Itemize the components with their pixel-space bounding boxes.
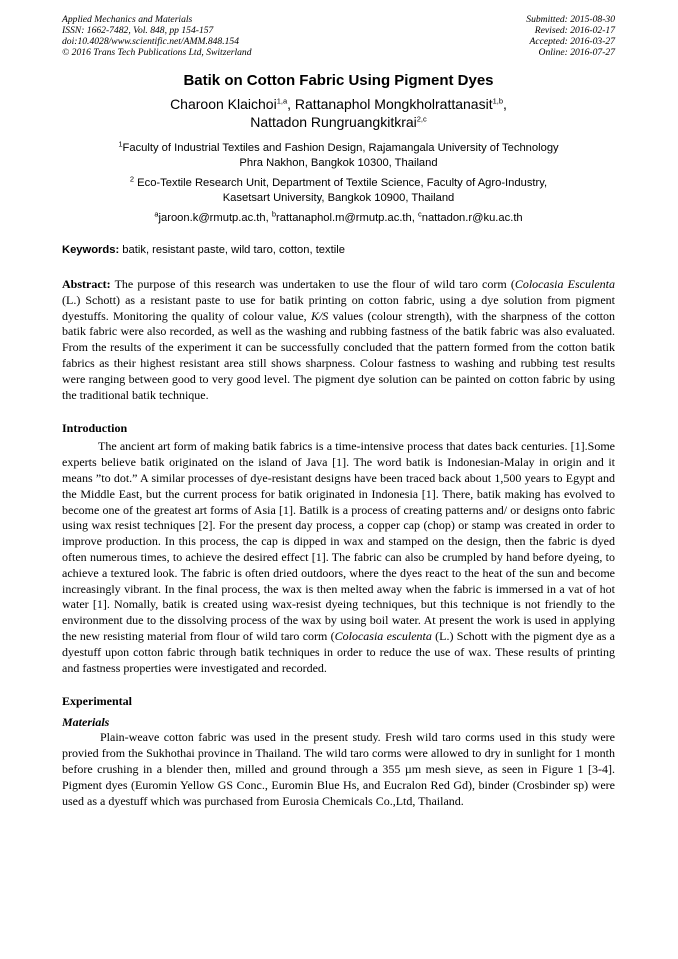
- author-emails: [62, 209, 615, 224]
- introduction-species-name: Colocasia esculenta: [334, 628, 432, 643]
- author-separator: ,: [287, 96, 295, 112]
- date-submitted: Submitted: 2015-08-30: [526, 14, 615, 25]
- publication-dates: [526, 14, 615, 58]
- abstract-text: (L.) Schott) as a resistant paste to use for batik printing on cotton fabric, using a dye solution from pigment dyestuffs. Monitoring the quality of colour value,: [62, 292, 615, 323]
- author-separator: ,: [503, 96, 507, 112]
- author-3: Nattadon Rungruangkitkrai: [250, 114, 417, 130]
- email-c: nattadon.r@ku.ac.th: [421, 212, 523, 224]
- journal-header: [62, 14, 615, 58]
- affiliation-2-sup: 2: [129, 174, 135, 184]
- introduction-paragraph: [62, 439, 615, 676]
- journal-doi: doi:10.4028/www.scientific.net/AMM.848.154: [62, 36, 240, 47]
- keywords: [62, 244, 615, 256]
- email-b: rattanaphol.m@rmutp.ac.th,: [276, 212, 418, 224]
- date-revised: Revised: 2016-02-17: [534, 25, 615, 36]
- materials-subheading: Materials: [62, 715, 110, 730]
- journal-copyright: © 2016 Trans Tech Publications Ltd, Switzerland: [62, 47, 252, 58]
- introduction-heading: Introduction: [62, 421, 128, 436]
- abstract-ks-term: K/S: [310, 308, 329, 323]
- author-1-sup: 1,a: [276, 96, 288, 106]
- paper-title: Batik on Cotton Fabric Using Pigment Dyes: [183, 72, 494, 89]
- email-b-sup: b: [271, 209, 277, 219]
- email-a-sup: a: [154, 209, 159, 219]
- affiliation-1-line-2: Phra Nakhon, Bangkok 10300, Thailand: [239, 156, 438, 169]
- abstract-text: The purpose of this research was undertaken to use the flour of wild taro corm (: [110, 277, 515, 291]
- affiliation-2-line-2: Kasetsart University, Bangkok 10900, Thailand: [222, 191, 455, 204]
- abstract-text: values (colour strength), with the sharpness of the cotton batik fabric were also recorded, as well as the washing and rubbing fastness of the batik fabric was also evaluated. From the results of the experiment it can be successfully concluded that the pattern formed from the cotton batik fabrics as their highest resistant area still shows sharpness. Colour fastness to washing and rubbing test results were ranging between good to very good level. The pigment dye solution can be painted on cotton fabric by using the traditional batik technique.: [62, 308, 615, 402]
- author-2-sup: 1,b: [492, 96, 504, 106]
- date-online: Online: 2016-07-27: [538, 47, 615, 58]
- affiliation-1-sup: 1: [118, 139, 123, 149]
- journal-issn: ISSN: 1662-7482, Vol. 848, pp 154-157: [62, 25, 214, 36]
- email-c-sup: c: [417, 209, 422, 219]
- author-1: Charoon Klaichoi: [170, 96, 277, 112]
- experimental-heading: Experimental: [62, 694, 132, 709]
- abstract-label: Abstract:: [62, 277, 111, 291]
- abstract-species-name: Colocasia Esculenta: [514, 277, 615, 291]
- journal-info: [62, 14, 252, 58]
- affiliation-2: [62, 176, 615, 205]
- date-accepted: Accepted: 2016-03-27: [529, 36, 615, 47]
- author-list: [62, 95, 615, 131]
- keywords-text: batik, resistant paste, wild taro, cotton, textile: [119, 244, 345, 256]
- author-3-sup: 2,c: [416, 114, 427, 124]
- paper-page: [62, 14, 615, 809]
- author-2: Rattanaphol Mongkholrattanasit: [294, 96, 493, 112]
- abstract: [62, 277, 615, 403]
- affiliation-1-line-1: Faculty of Industrial Textiles and Fashion Design, Rajamangala University of Technology: [122, 142, 559, 154]
- journal-name: Applied Mechanics and Materials: [62, 14, 193, 25]
- materials-paragraph: Plain-weave cotton fabric was used in the present study. Fresh wild taro corms used in this study were provied from the Sukhothai province in Thailand. The wild taro corms were allowed to dry in sunlight for 1 month before crushing in a blender then, milled and ground through a 355 µm mesh sieve, as seen in Figure 1 [3-4]. Pigment dyes (Euromin Yellow GS Conc., Euromin Blue Hs, and Eucralon Red Gd), binder (Crosbinder sp) were used as a dyestuff which was purchased from Eurosia Chemicals Co.,Ltd, Thailand.: [62, 730, 615, 808]
- affiliation-2-line-1: Eco-Textile Research Unit, Department of Textile Science, Faculty of Agro-Industry,: [134, 177, 548, 189]
- email-a: jaroon.k@rmutp.ac.th,: [158, 212, 272, 224]
- introduction-text: (L.) Schott with the pigment dye as a dyestuff upon cotton fabric through batik techniques in order to reduce the use of wax. These results of printing and fastness properties were investigated and recorded.: [62, 628, 616, 675]
- affiliation-1: [62, 141, 615, 170]
- introduction-text: The ancient art form of making batik fabrics is a time-intensive process that dates back centuries. [1].Some experts believe batik originated on the island of Java [1]. The word batik is Indonesian-Malay in origin and it means ”to dot.” A similar processes of dye-resistant designs have been traced back about 1,500 years to Egypt and the Middle East, but the current process for batik originated in Indonesia [1]. There, batik making has evolved to become one of the greatest art forms of Asia [1]. Batilk is a process of creating patterns and/ or designs onto fabric using wax resist techniques [2]. For the present day process, a copper cap (chop) or stamp was created in order to improve production. In this process, the cap is dipped in wax and stamped on the design, then the fabric is dyed often numerous times, to achieve the desired effect [1]. The fabric can also be crumpled by hand before dyeing, to achieve a textured look. The fabric is often dried outdoors, where the dyes react to the heat of the sun and become increasingly vibrant. In the final process, the wax is then melted away when the fabric is immersed in a vat of hot water [1]. Nomally, batik is created using wax-resist dyeing techniques, but this technique is not friendly to the environment due to the dissolving process of the wax by using boil water. At present the work is used in applying the new resisting material from flour of wild taro corm (: [62, 439, 615, 643]
- keywords-label: Keywords:: [62, 244, 120, 256]
